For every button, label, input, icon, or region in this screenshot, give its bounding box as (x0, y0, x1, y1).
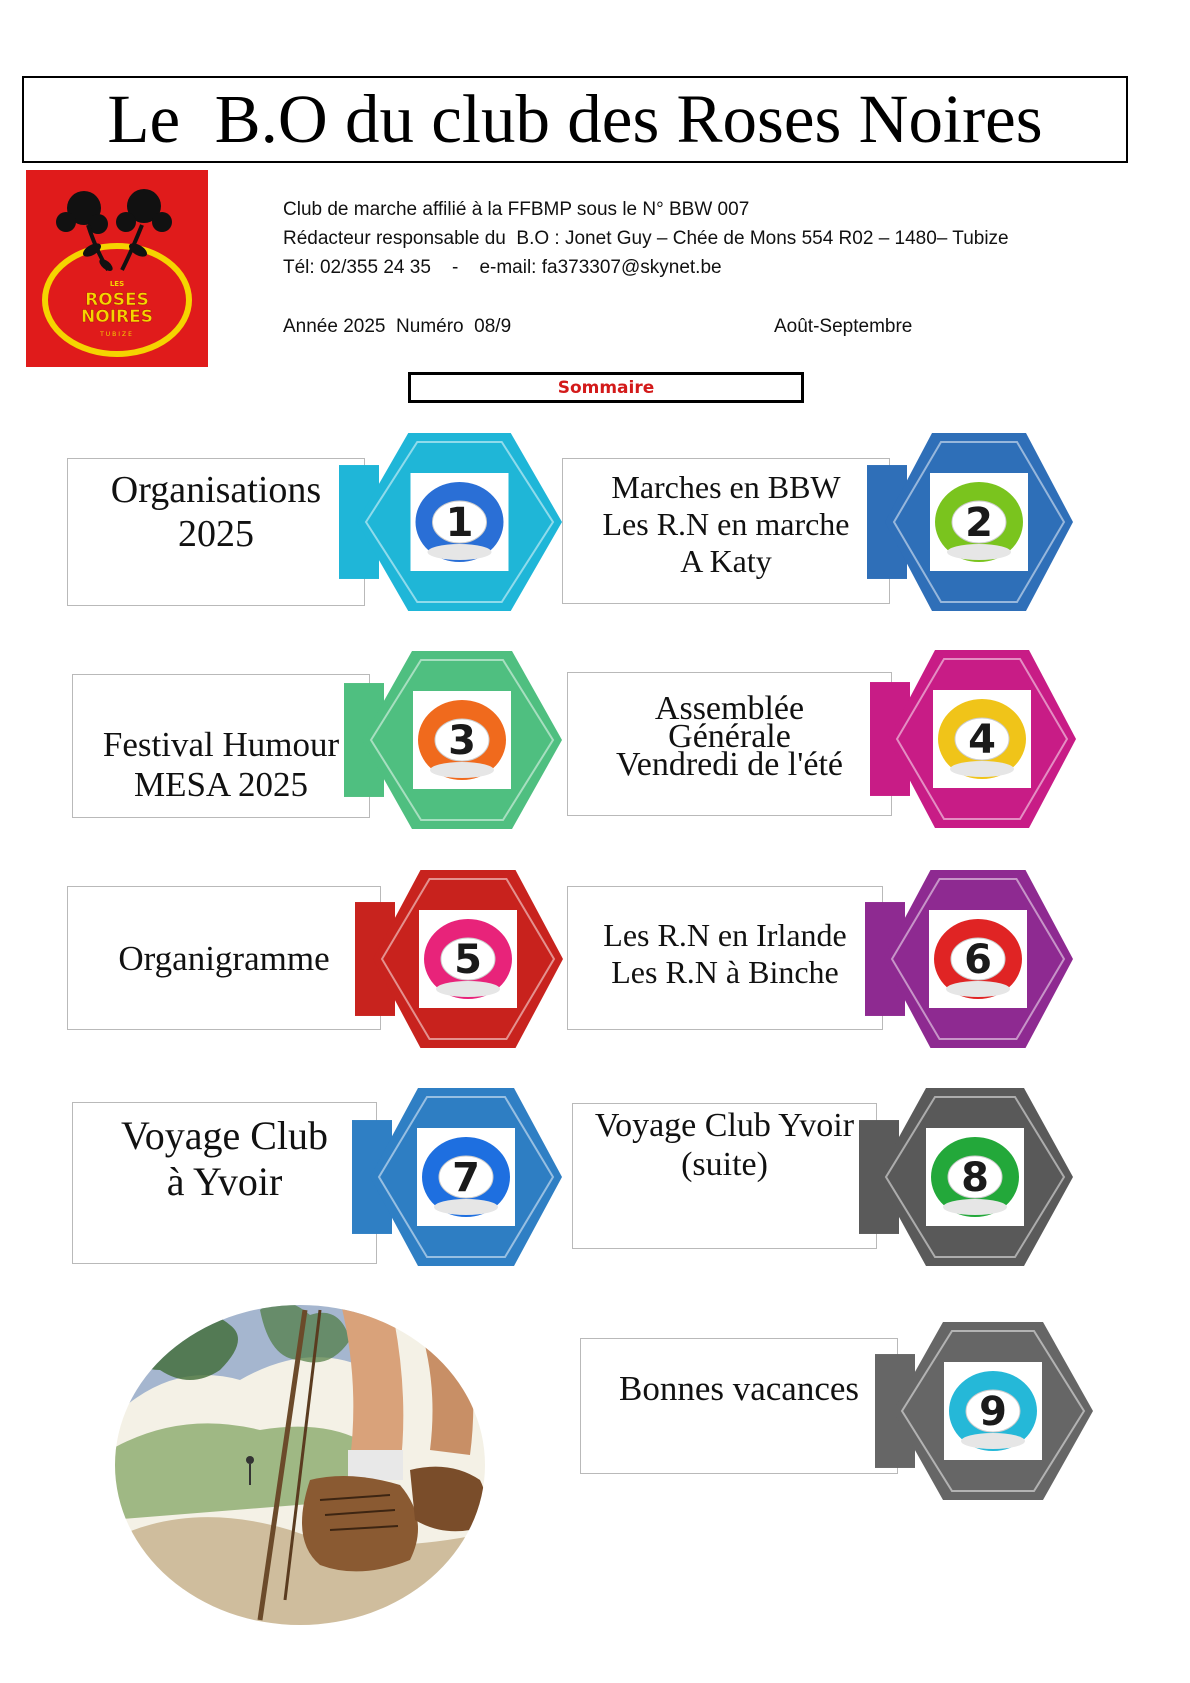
toc-card-6-line: Les R.N à Binche (611, 953, 839, 990)
toc-card-2-line: Les R.N en marche (602, 505, 850, 542)
toc-card-3-line: MESA 2025 (133, 765, 309, 805)
toc-card-4-line: Générale (668, 717, 791, 755)
number-badge-3[interactable] (344, 651, 562, 829)
toc-card-5-line: Organigramme (118, 939, 330, 978)
sommaire-heading: Sommaire (408, 372, 804, 403)
toc-card-1[interactable] (67, 458, 365, 606)
badge-number-7: 7 (452, 1155, 480, 1201)
toc-card-8-line: (suite) (681, 1146, 768, 1184)
badge-number-3: 3 (448, 718, 476, 764)
badge-number-5: 5 (454, 937, 482, 983)
toc-card-6-line: Les R.N en Irlande (603, 917, 847, 953)
toc-card-7[interactable] (72, 1102, 377, 1264)
logo-text-les: LES (109, 280, 125, 288)
toc-card-4[interactable] (567, 672, 892, 816)
title-box (22, 76, 1128, 163)
period: Août-Septembre (774, 316, 913, 337)
toc-card-8[interactable] (572, 1103, 877, 1249)
toc-card-5[interactable] (67, 886, 381, 1030)
number-badge-4[interactable] (870, 650, 1076, 828)
club-affiliation: Club de marche affilié à la FFBMP sous le N° BBW 007 (283, 199, 750, 220)
toc-card-3[interactable] (72, 674, 370, 818)
toc-card-9-line: Bonnes vacances (618, 1369, 860, 1408)
badge-number-8: 8 (961, 1155, 989, 1201)
badge-number-6: 6 (964, 937, 992, 983)
logo-text-roses: ROSES (85, 290, 149, 310)
club-logo (26, 170, 208, 367)
editor-line: Rédacteur responsable du B.O : Jonet Guy – Chée de Mons 554 R02 – 1480– Tubize (283, 228, 1009, 249)
badge-number-1: 1 (445, 500, 474, 546)
number-badge-8[interactable] (859, 1088, 1073, 1266)
toc-card-6[interactable] (567, 886, 883, 1030)
toc-card-7-line: à Yvoir (166, 1159, 283, 1204)
number-badge-6[interactable] (865, 870, 1073, 1048)
hiking-illustration (110, 1300, 500, 1630)
badge-number-2: 2 (965, 500, 993, 546)
number-badge-1[interactable] (339, 433, 562, 611)
badge-number-4: 4 (968, 717, 996, 763)
toc-card-2[interactable] (562, 458, 890, 604)
logo-text-noires: NOIRES (81, 307, 153, 327)
page-title: Le B.O du club des Roses Noires (107, 81, 1043, 157)
toc-card-2-line: Marches en BBW (611, 469, 841, 505)
number-badge-7[interactable] (352, 1088, 562, 1266)
toc-card-3-line: Festival Humour (102, 725, 340, 764)
number-badge-9[interactable] (875, 1322, 1093, 1500)
toc-card-9[interactable] (580, 1338, 898, 1474)
year-issue: Année 2025 Numéro 08/9 (283, 316, 512, 337)
logo-text-tubize: TUBIZE (100, 331, 134, 338)
number-badge-2[interactable] (867, 433, 1073, 611)
toc-card-1-line: 2025 (178, 512, 254, 555)
toc-card-4-line: Vendredi de l'été (615, 745, 844, 783)
toc-card-1-line: Organisations (110, 469, 322, 511)
toc-card-2-line: A Katy (680, 542, 772, 579)
toc-card-7-line: Voyage Club (120, 1113, 329, 1158)
badge-number-9: 9 (979, 1389, 1007, 1435)
toc-card-4-line: Assemblée (654, 690, 805, 727)
toc-card-8-line: Voyage Club Yvoir (594, 1107, 855, 1144)
contact-line: Tél: 02/355 24 35 - e-mail: fa373307@skynet.be (283, 257, 722, 278)
number-badge-5[interactable] (355, 870, 563, 1048)
